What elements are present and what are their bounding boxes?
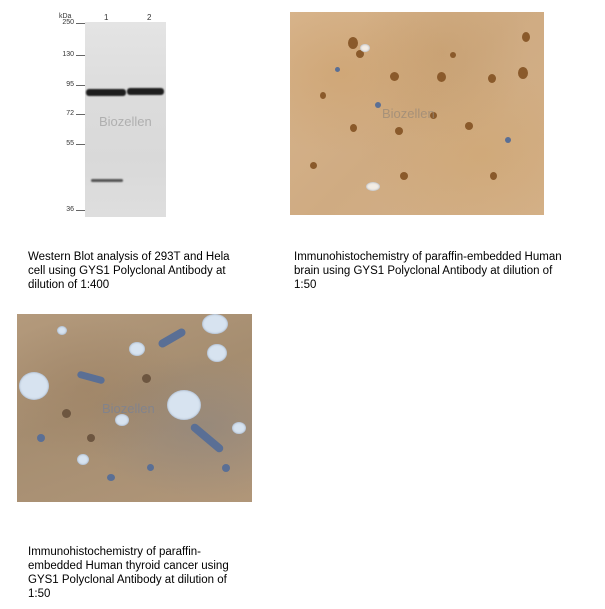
marker-tick xyxy=(76,210,85,211)
nucleus xyxy=(488,74,496,83)
follicle xyxy=(19,372,49,400)
watermark: Biozellen xyxy=(382,106,435,121)
vessel xyxy=(360,44,370,52)
nucleus xyxy=(518,67,528,79)
nucleus xyxy=(142,374,151,383)
western-blot-figure xyxy=(0,0,200,230)
band-lane-2-main xyxy=(127,88,164,95)
stroma xyxy=(189,422,225,454)
nucleus xyxy=(310,162,317,169)
marker-tick xyxy=(76,144,85,145)
nucleus xyxy=(437,72,446,82)
lane-label-1: 1 xyxy=(104,13,109,22)
nucleus xyxy=(222,464,230,472)
follicle xyxy=(232,422,246,434)
nucleus xyxy=(522,32,530,42)
marker-tick xyxy=(76,114,85,115)
caption-ihc-thyroid: Immunohistochemistry of paraffin-embedded Human thyroid cancer using GYS1 Polyclonal Antibody at dilution of 1:50 xyxy=(28,546,229,600)
nucleus xyxy=(375,102,381,108)
follicle xyxy=(207,344,227,362)
caption-western-blot: Western Blot analysis of 293T and Hela cell using GYS1 Polyclonal Antibody at dilution of 1:400 xyxy=(28,251,230,291)
ihc-brain-image xyxy=(290,12,544,215)
vessel xyxy=(366,182,380,191)
nucleus xyxy=(390,72,399,81)
nucleus xyxy=(395,127,403,135)
marker-55: 55 xyxy=(66,140,74,147)
marker-tick xyxy=(76,55,85,56)
follicle xyxy=(129,342,145,356)
band-lane-1-minor xyxy=(91,179,123,182)
ihc-thyroid-image xyxy=(17,314,252,502)
follicle xyxy=(57,326,67,335)
nucleus xyxy=(490,172,497,180)
nucleus xyxy=(450,52,456,58)
marker-250: 250 xyxy=(62,19,74,26)
nucleus xyxy=(465,122,473,130)
nucleus xyxy=(107,474,115,481)
stroma xyxy=(77,370,106,384)
watermark: Biozellen xyxy=(102,401,155,416)
nucleus xyxy=(400,172,408,180)
follicle xyxy=(77,454,89,465)
nucleus xyxy=(320,92,326,99)
nucleus xyxy=(147,464,154,471)
marker-tick xyxy=(76,85,85,86)
nucleus xyxy=(87,434,95,442)
nucleus xyxy=(348,37,358,49)
marker-130: 130 xyxy=(62,51,74,58)
marker-tick xyxy=(76,23,85,24)
lane-label-2: 2 xyxy=(147,13,152,22)
marker-72: 72 xyxy=(66,110,74,117)
watermark: Biozellen xyxy=(99,114,152,129)
nucleus xyxy=(505,137,511,143)
nucleus xyxy=(335,67,340,72)
marker-36: 36 xyxy=(66,206,74,213)
kda-label: kDa xyxy=(59,13,72,20)
follicle xyxy=(167,390,201,420)
nucleus xyxy=(62,409,71,418)
nucleus xyxy=(37,434,45,442)
band-lane-1-main xyxy=(86,89,126,96)
nucleus xyxy=(350,124,357,132)
caption-ihc-brain: Immunohistochemistry of paraffin-embedded Human brain using GYS1 Polyclonal Antibody at dilution of 1:50 xyxy=(294,251,562,291)
follicle xyxy=(202,314,228,334)
stroma xyxy=(157,327,187,349)
marker-95: 95 xyxy=(66,81,74,88)
